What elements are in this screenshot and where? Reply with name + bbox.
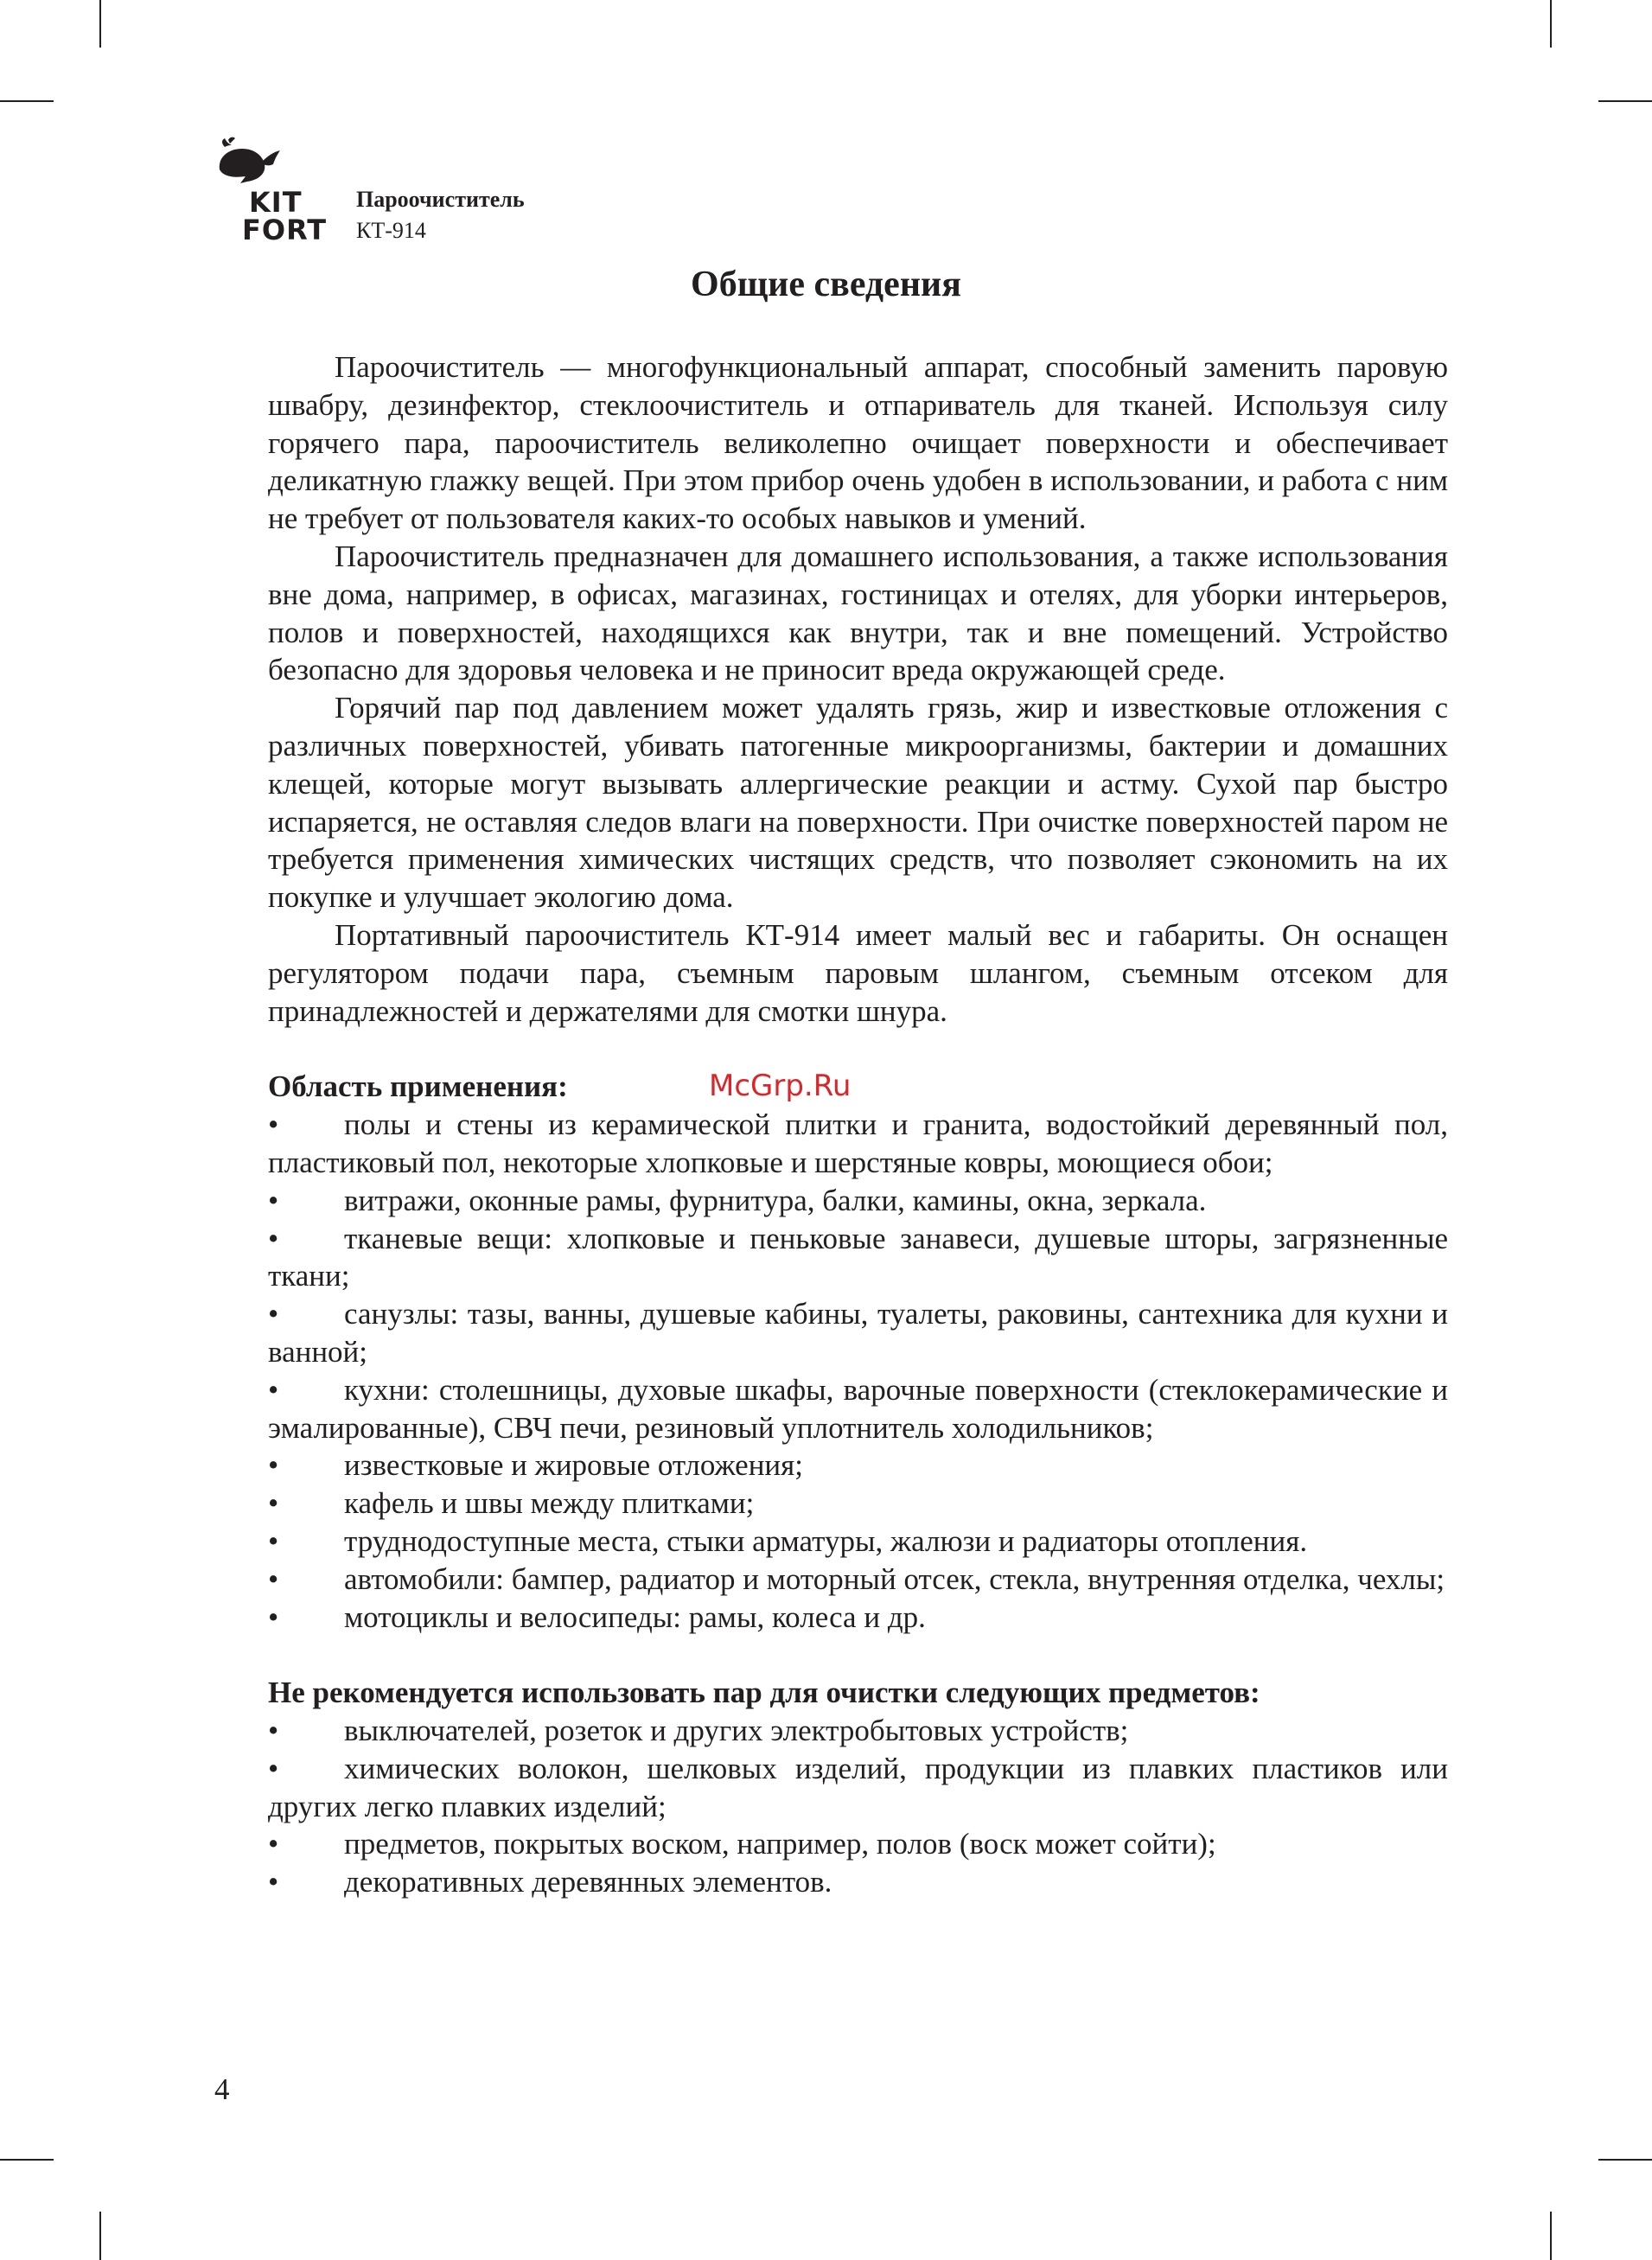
usage-item: • мотоциклы и велосипеды: рамы, колеса и др. (268, 1599, 1448, 1637)
bullet-icon: • (268, 1751, 279, 1785)
bullet-icon: • (268, 1108, 279, 1142)
page-number: 4 (214, 2072, 230, 2106)
product-name: Пароочиститель (356, 187, 525, 212)
usage-heading (268, 1068, 1448, 1106)
paragraph: Портативный пароочиститель КТ-914 имеет малый вес и габариты. Он оснащен регулятором подачи пара, съемным паровым шлангом, съемным отсеком для принадлежностей и держателями для смотки шнура. (268, 917, 1448, 1028)
usage-item: • труднодоступные места, стыки арматуры, жалюзи и радиаторы отопления. (268, 1523, 1448, 1561)
page-title: Общие сведения (691, 265, 961, 304)
bullet-icon: • (268, 1183, 279, 1217)
crop-mark-left-bottom (0, 2159, 54, 2161)
paragraph: Горячий пар под давлением может удалять грязь, жир и известковые отложения с различных поверхностей, убивать патогенные микроорганизмы, бактерии и домашних клещей, которые могут вызывать аллергические реакции и астму. Сухой пар быстро испаряется, не оставляя следов влаги на поверхности. При очистке поверхностей паром не требуется применения химических чистящих средств, что позволяет сэкономить на их покупке и улучшает экологию дома. (268, 691, 1448, 915)
crop-mark-bottom-right (1550, 2212, 1552, 2260)
not-recommended-heading: Не рекомендуется использовать пар для очистки следующих предметов: (268, 1676, 1260, 1710)
usage-item: • кухни: столешницы, духовые шкафы, варочные поверхности (стеклокерамические и эмалированные), СВЧ печи, резиновый уплотнитель холодильников; (268, 1372, 1448, 1445)
usage-item: • кафель и швы между плитками; (268, 1484, 1448, 1523)
spacer (268, 1636, 1448, 1674)
bullet-icon: • (268, 1486, 279, 1521)
bullet-icon: • (268, 1561, 279, 1596)
product-model: КТ-914 (356, 218, 426, 243)
spacer (268, 1030, 1448, 1068)
watermark-link[interactable]: McGrp.Ru (709, 1069, 852, 1104)
usage-item: • санузлы: тазы, ванны, душевые кабины, туалеты, раковины, сантехника для кухни и ванной; (268, 1297, 1448, 1369)
document-body (268, 348, 1448, 1901)
not-recommended-item: • предметов, покрытых воском, например, полов (воск может сойти); (268, 1825, 1448, 1863)
bullet-icon: • (268, 1599, 279, 1634)
usage-item: • тканевые вещи: хлопковые и пеньковые занавеси, душевые шторы, загрязненные ткани; (268, 1221, 1448, 1293)
crop-mark-right-bottom (1598, 2159, 1652, 2161)
paragraph: Пароочиститель — многофункциональный аппарат, способный заменить паровую швабру, дезинфектор, стеклоочиститель и отпариватель для тканей. Используя силу горячего пара, пароочиститель великолепно очищает поверхности и обеспечивает деликатную глажку вещей. При этом прибор очень удобен в использовании, и работа с ним не требует от пользователя каких-то особых навыков и умений. (268, 350, 1448, 536)
brand-wordmark (242, 188, 327, 244)
usage-item: • известковые и жировые отложения; (268, 1446, 1448, 1484)
crop-mark-top-right (1550, 0, 1552, 48)
not-recommended-item: • выключателей, розеток и других электробытовых устройств; (268, 1712, 1448, 1750)
usage-item: • витражи, оконные рамы, фурнитура, балки, камины, окна, зеркала. (268, 1182, 1448, 1220)
not-recommended-item: • химических волокон, шелковых изделий, продукции из плавких пластиков или других легко плавких изделий; (268, 1751, 1448, 1823)
bullet-icon: • (268, 1297, 279, 1331)
usage-item: • автомобили: бампер, радиатор и моторный отсек, стекла, внутренняя отделка, чехлы; (268, 1561, 1448, 1599)
paragraph: Пароочиститель предназначен для домашнего использования, а также использования вне дома, например, в офисах, магазинах, гостиницах и отелях, для уборки интерьеров, полов и поверхностей, находящихся как внутри, так и вне помещений. Устройство безопасно для здоровья человека и не приносит вреда окружающей среде. (268, 539, 1448, 687)
bullet-icon: • (268, 1523, 279, 1558)
brand-line-2: FORT (242, 214, 328, 246)
kitfort-logo (216, 137, 328, 249)
bullet-icon: • (268, 1827, 279, 1861)
product-info (356, 184, 525, 246)
crop-mark-right-top (1598, 100, 1652, 102)
bullet-icon: • (268, 1221, 279, 1255)
bullet-icon: • (268, 1448, 279, 1483)
bullet-icon: • (268, 1714, 279, 1748)
usage-heading-text: Область применения: (268, 1069, 568, 1104)
bullet-icon: • (268, 1865, 279, 1899)
crop-mark-bottom-left (99, 2212, 101, 2260)
not-recommended-item: • декоративных деревянных элементов. (268, 1863, 1448, 1901)
crop-mark-left-top (0, 100, 54, 102)
brand-line-1: KIT (249, 186, 303, 219)
crop-mark-top-left (99, 0, 101, 48)
usage-item: • полы и стены из керамической плитки и гранита, водостойкий деревянный пол, пластиковый пол, некоторые хлопковые и шерстяные ковры, моющиеся обои; (268, 1108, 1448, 1179)
whale-icon (216, 137, 285, 188)
bullet-icon: • (268, 1372, 279, 1407)
